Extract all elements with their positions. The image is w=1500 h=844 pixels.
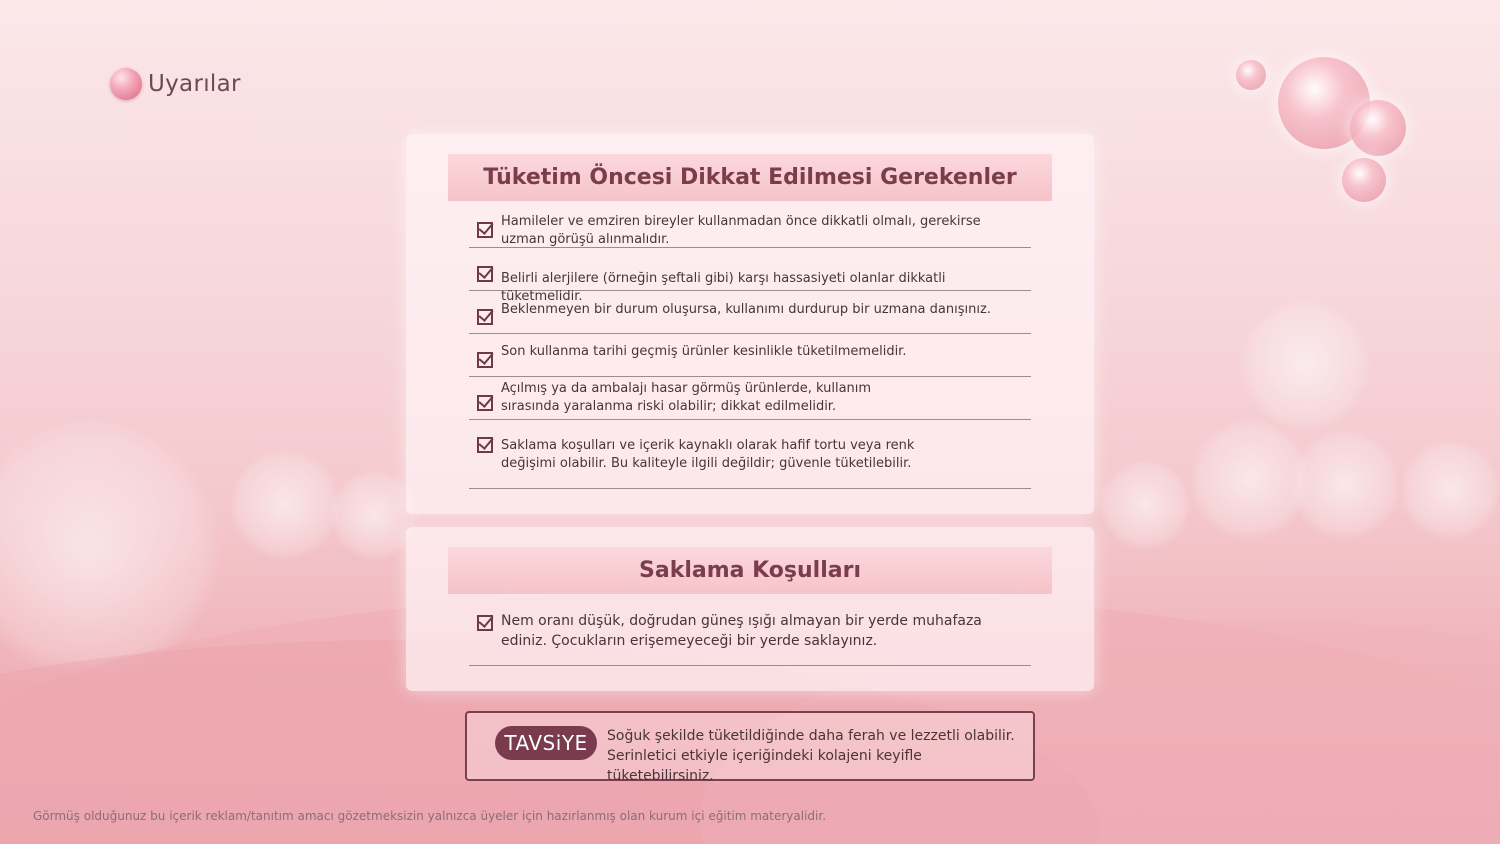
pearl-icon — [110, 68, 142, 100]
page-title: Uyarılar — [148, 71, 241, 97]
list-item-text: Son kullanma tarihi geçmiş ürünler kesinlikle tüketilmemelidir. — [501, 344, 907, 359]
tip-badge: TAVSiYE — [495, 726, 597, 760]
footer-disclaimer: Görmüş olduğunuz bu içerik reklam/tanıtım amacı gözetmeksizin yalnızca üyeler için hazırlanmış olan kurum içi eğitim materyalidir. — [33, 809, 827, 823]
list-item-text: Nem oranı düşük, doğrudan güneş ışığı almayan bir yerde muhafaza ediniz. Çocukların erişemeyeceği bir yerde saklayınız. — [501, 613, 982, 649]
precautions-title: Tüketim Öncesi Dikkat Edilmesi Gerekenler — [483, 165, 1017, 190]
storage-title: Saklama Koşulları — [639, 558, 861, 583]
precautions-list — [469, 204, 1031, 489]
list-item — [469, 248, 1031, 304]
list-item-text: Hamileler ve emziren bireyler kullanmadan önce dikkatli olmalı, gerekirse uzman görüşü alınmalıdır. — [501, 214, 981, 247]
list-item — [469, 334, 1031, 377]
collagen-bubble-icon — [1200, 0, 1500, 240]
tip-line-1: Soğuk şekilde tüketildiğinde daha ferah ve lezzetli olabilir. — [607, 728, 1015, 744]
page-header — [110, 68, 241, 100]
storage-list — [469, 597, 1031, 666]
list-item-text: Açılmış ya da ambalajı hasar görmüş ürünlerde, kullanım sırasında yaralanma riski olabilir; dikkat edilmelidir. — [501, 381, 872, 414]
checkbox-checked-icon — [477, 395, 493, 411]
checkbox-checked-icon — [477, 437, 493, 453]
precautions-header — [448, 154, 1052, 201]
tip-line-2: Serinletici etkiyle içeriğindeki kolajeni keyifle tüketebilirsiniz. — [607, 748, 922, 784]
tip-box — [465, 711, 1035, 784]
list-item-text: Saklama koşulları ve içerik kaynaklı olarak hafif tortu veya renk değişimi olabilir. Bu kaliteyle ilgili değildir; güvenle tüketilebilir. — [501, 438, 915, 471]
list-item — [469, 204, 1031, 248]
tip-text — [607, 726, 1033, 786]
list-item — [469, 291, 1031, 334]
checkbox-checked-icon — [477, 266, 493, 282]
list-item — [469, 377, 1031, 420]
storage-header — [448, 547, 1052, 594]
precautions-card — [406, 134, 1094, 514]
storage-card — [406, 527, 1094, 691]
checkbox-checked-icon — [477, 222, 493, 238]
list-item — [469, 597, 1031, 666]
checkbox-checked-icon — [477, 352, 493, 368]
list-item-text: Belirli alerjilere (örneğin şeftali gibi) karşı hassasiyeti olanlar dikkatli tüketmelidir. — [501, 271, 946, 304]
checkbox-checked-icon — [477, 309, 493, 325]
list-item-text: Beklenmeyen bir durum oluşursa, kullanımı durdurup bir uzmana danışınız. — [501, 302, 991, 317]
list-item — [469, 420, 1031, 489]
checkbox-checked-icon — [477, 615, 493, 631]
